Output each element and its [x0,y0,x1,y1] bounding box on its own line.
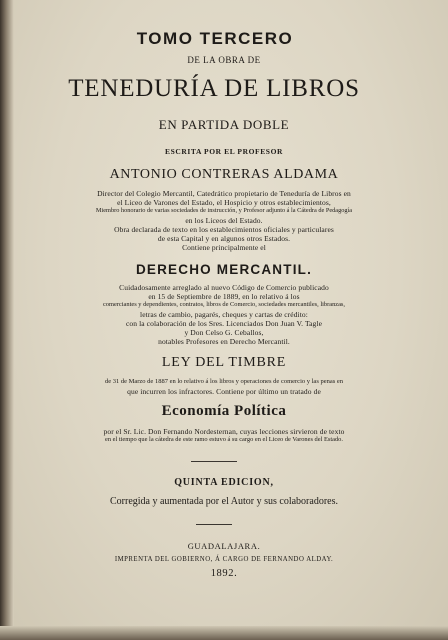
author-bio-line: Obra declarada de texto en los establecimientos oficiales y particulares [114,225,334,234]
author-bio-line: Miembro honorario de varias sociedades de instrucción, y Profesor adjunto á la Cátedra de Pedagogía [95,207,353,214]
derecho-line: Cuidadosamente arreglado al nuevo Código de Comercio publicado [119,283,329,292]
ley-del-timbre-title: LEY DEL TIMBRE [161,355,287,370]
written-by-line: ESCRITA POR EL PROFESOR [164,147,284,156]
author-bio-line: en los Liceos del Estado. [185,216,263,225]
page-bottom-edge [0,626,448,640]
of-the-work-line: DE LA OBRA DE [187,55,261,65]
separator-rule [191,461,237,462]
author-name: ANTONIO CONTRERAS ALDAMA [109,167,339,182]
derecho-mercantil-title: DERECHO MERCANTIL. [135,262,313,277]
derecho-line: con la colaboración de los Sres. Licenciados Don Juan V. Tagle [125,319,323,328]
main-title: TENEDURÍA DE LIBROS [68,75,360,102]
economia-politica-title: Economía Política [161,403,287,419]
derecho-line: letras de cambio, pagarés, cheques y cartas de crédito: [140,310,308,319]
ley-line: de 31 de Marzo de 1887 en lo relativo á los libros y operaciones de comercio y las penas en [104,378,344,385]
author-bio-line: de esta Capital y en algunos otros Estados. [157,234,291,243]
imprint-city: GUADALAJARA. [187,541,261,551]
author-bio-line: Contiene principalmente el [182,243,266,252]
derecho-line: en 15 de Septiembre de 1889, en lo relativo á los [148,292,300,301]
ley-line: que incurren los infractores. Contiene por último un tratado de [127,387,321,396]
subtitle: EN PARTIDA DOBLE [158,117,290,132]
derecho-line: notables Profesores en Derecho Mercantil. [158,337,290,346]
edition-note: Corregida y aumentada por el Autor y sus colaboradores. [110,496,338,507]
author-bio-line: Director del Colegio Mercantil, Catedrático propietario de Teneduría de Libros en [97,189,351,198]
economia-line: en el tiempo que la cátedra de este ramo estuvo á su cargo en el Liceo de Varones del Estado. [105,436,343,443]
author-bio-line: el Liceo de Varones del Estado, el Hospicio y otros establecimientos, [117,198,331,207]
separator-rule [196,524,232,525]
imprint-printer: IMPRENTA DEL GOBIERNO, Á CARGO DE FERNANDO ALDAY. [114,556,334,563]
economia-line: por el Sr. Lic. Don Fernando Nordesternan, cuyas lecciones sirvieron de texto [103,427,345,436]
edition-label: QUINTA EDICION, [174,477,274,488]
imprint-year: 1892. [210,568,238,579]
volume-title: TOMO TERCERO [136,29,294,48]
derecho-line: comerciantes y dependientes, contratos, libros de Comercio, sociedades mercantiles, libranzas, [102,301,346,308]
derecho-line: y Don Celso G. Ceballos, [184,328,264,337]
